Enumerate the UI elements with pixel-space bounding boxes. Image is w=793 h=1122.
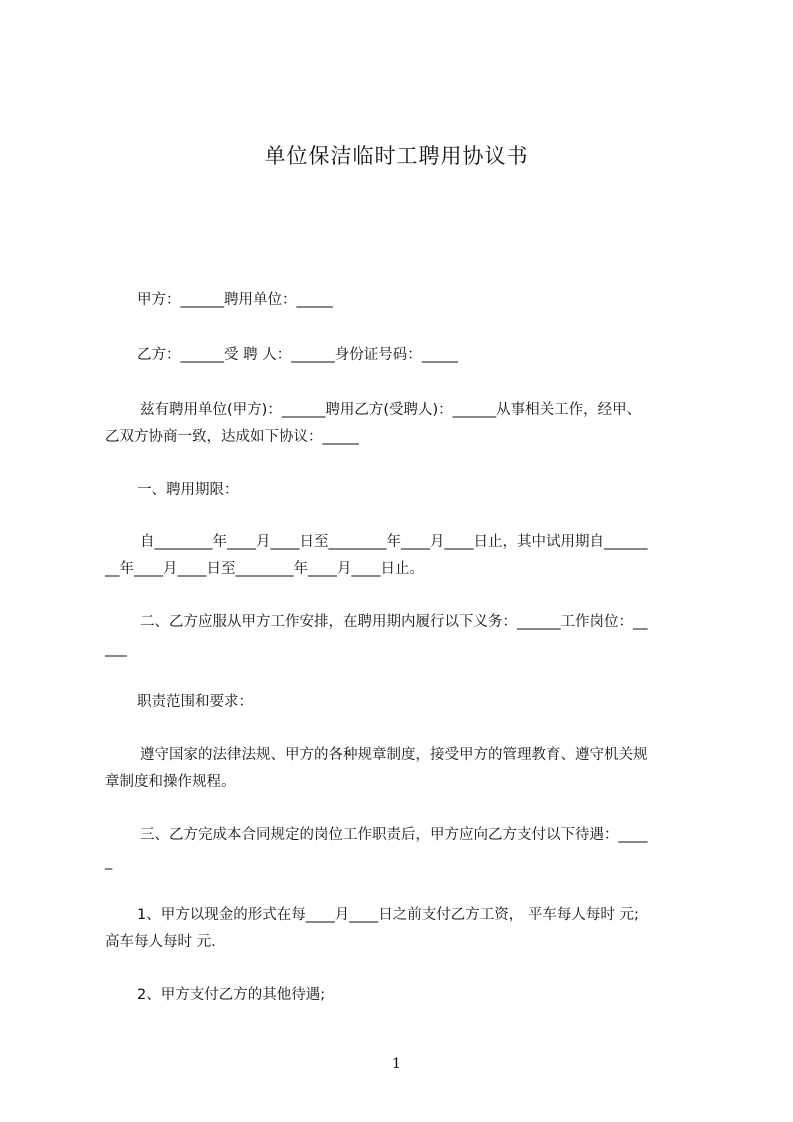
- page-number: 1: [392, 1056, 401, 1072]
- payment-paragraph-line: _: [105, 854, 113, 870]
- wage-clause-line: 1、甲方以现金的形式在每____月____日之前支付乙方工资， 平车每人每时 元;: [137, 907, 639, 923]
- payment-paragraph-line: 三、乙方完成本合同规定的岗位工作职责后，甲方应向乙方支付以下待遇：____: [140, 827, 648, 843]
- party-b-line: 乙方：______受 聘 人：______身份证号码：_____: [137, 347, 458, 363]
- scope-paragraph-line: 章制度和操作规程。: [105, 774, 236, 790]
- wage-clause-line: 高车每人每时 元.: [105, 934, 216, 950]
- term-paragraph-line: __年____月____日至________年____月____日止。: [105, 561, 424, 577]
- scope-heading: 职责范围和要求：: [137, 694, 253, 710]
- section-heading: 一、聘用期限：: [137, 482, 239, 498]
- term-paragraph-line: 自________年____月____日至________年____月____日止，其中试用期自______: [140, 534, 648, 550]
- other-benefits-line: 2、甲方支付乙方的其他待遇;: [137, 987, 326, 1003]
- party-a-line: 甲方：______聘用单位：_____: [137, 292, 333, 308]
- document-title: 单位保洁临时工聘用协议书: [264, 144, 529, 168]
- intro-paragraph-line: 乙双方协商一致，达成如下协议：_____: [105, 429, 359, 445]
- duties-paragraph-line: ___: [105, 641, 127, 657]
- duties-paragraph-line: 二、乙方应服从甲方工作安排，在聘用期内履行以下义务：______工作岗位：__: [140, 614, 648, 630]
- intro-paragraph-line: 兹有聘用单位(甲方)：______聘用乙方(受聘人)：______从事相关工作，经甲、: [140, 402, 642, 418]
- scope-paragraph-line: 遵守国家的法律法规、甲方的各种规章制度，接受甲方的管理教育、遵守机关规: [140, 747, 648, 763]
